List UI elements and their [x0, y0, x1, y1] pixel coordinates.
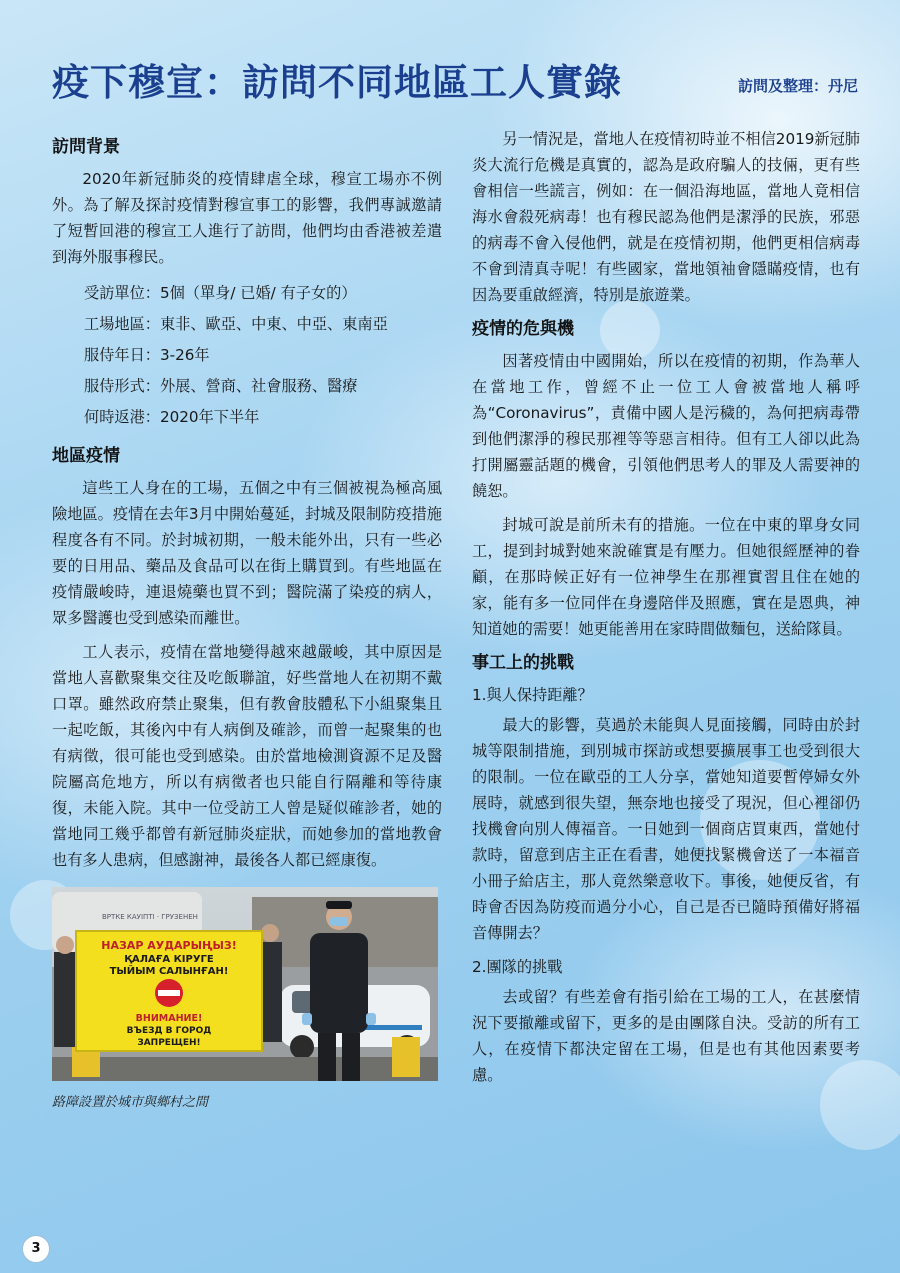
subheading-team: 2.團隊的挑戰 [472, 958, 563, 976]
intro-paragraph: 另一情況是，當地人在疫情初時並不相信2019新冠肺炎大流行危機是真實的，認為是政府騙人的技倆，更有些會相信一些謊言，例如：在一個沿海地區，當地人竟相信海水會殺死病毒！也有穆民認為他們是潔淨的民族，邪惡的病毒不會入侵他們，就是在疫情初期，他們更相信病毒不會到清真寺呢！有些國家，當地領袖會隱瞞疫情，也有因為要重啟經濟，特別是旅遊業。 [472, 130, 860, 304]
right-column [472, 126, 860, 1096]
info-item: 服侍年日：3-26年 [84, 346, 210, 364]
section-heading-crisis: 疫情的危與機 [472, 319, 574, 339]
info-item: 何時返港：2020年下半年 [84, 408, 260, 426]
interview-info-list [52, 278, 442, 433]
crisis-paragraph: 封城可說是前所未有的措施。一位在中東的單身女同工，提到封城對她來說確實是有壓力。但她很經歷神的眷顧，在那時候正好有一位神學生在那裡實習且住在她的家，能有多一位同伴在身邊陪伴及照應，實在是恩典，神知道她的需要！她更能善用在家時間做麵包，送給隊員。 [472, 516, 860, 638]
photo-caption: 路障設置於城市與鄉村之間 [52, 1095, 209, 1110]
sign-line: ТЫЙЫМ САЛЫНҒАН! [109, 966, 229, 977]
page-number: 3 [22, 1235, 50, 1263]
section-heading-challenges: 事工上的挑戰 [472, 653, 574, 673]
section-heading-background: 訪問背景 [52, 137, 120, 157]
sign-line: ВНИМАНИЕ! [135, 1013, 203, 1024]
truck-text: ВРТКЕ КАУІПТІ · ГРУЗЕНЕН [102, 913, 198, 921]
challenge-paragraph: 去或留？有些差會有指引給在工場的工人，在甚麼情況下要撤離或留下，更多的是由團隊自決。受訪的所有工人，在疫情下都決定留在工場，但是也有其他因素要考慮。 [472, 988, 860, 1084]
sign-line: ЗАПРЕЩЕН! [137, 1038, 201, 1048]
background-paragraph: 2020年新冠肺炎的疫情肆虐全球，穆宣工場亦不例外。為了解及探討疫情對穆宣事工的影響，我們專誠邀請了短暫回港的穆宣工人進行了訪問，他們均由香港被差遣到海外服事穆民。 [52, 170, 442, 266]
challenge-paragraph: 最大的影響，莫過於未能與人見面接觸，同時由於封城等限制措施，到別城市探訪或想要擴展事工也受到很大的限制。一位在歐亞的工人分享，當她知道要暫停婦女外展時，就感到很失望，無奈地也接受了現況，但心裡卻仍找機會向別人傳福音。一日她到一個商店買東西，當她付款時，留意到店主正在看書，她便找緊機會送了一本福音小冊子給店主，那人竟然樂意收下。事後，她便反省，有時會否因為防疫而過分小心，自己是否已隨時預備好將福音傳開去？ [472, 716, 860, 942]
section-heading-regional: 地區疫情 [52, 446, 120, 466]
info-item: 工場地區：東非、歐亞、中東、中亞、東南亞 [84, 315, 388, 333]
page-title: 疫下穆宣：訪問不同地區工人實錄 [52, 61, 622, 104]
subheading-distance: 1.與人保持距離？ [472, 686, 593, 704]
regional-paragraph: 這些工人身在的工場，五個之中有三個被視為極高風險地區。疫情在去年3月中開始蔓延，封城及限制防疫措施程度各有不同。於封城初期，一般未能外出，只有一些必要的日用品、藥品及食品可以在街上購買到。有些地區在疫情嚴峻時，連退燒藥也買不到；醫院滿了染疫的病人，眾多醫護也受到感染而離世。 [52, 479, 442, 627]
left-column [52, 126, 442, 1110]
crisis-paragraph: 因著疫情由中國開始，所以在疫情的初期，作為華人在當地工作，曾經不止一位工人會被當地人稱呼為“Coronavirus”，責備中國人是污穢的，為何把病毒帶到他們潔淨的穆民那裡等等惡言相待。但有工人卻以此為打開屬靈話題的機會，引領他們思考人的罪及人需要神的饒恕。 [472, 352, 860, 500]
regional-paragraph: 工人表示，疫情在當地變得越來越嚴峻，其中原因是當地人喜歡聚集交往及吃飯聯誼，好些當地人在初期不戴口罩。雖然政府禁止聚集，但有教會肢體私下小組聚集且一起吃飯，其後內中有人病倒及確診，而曾一起聚集的也有病徵，很可能也受到感染。由於當地檢測資源不足及醫院屬高危地方，所以有病徵者也只能自行隔離和等待康復，未能入院。其中一位受訪工人曾是疑似確診者，她的當地同工幾乎都曾有新冠肺炎症狀，而她參加的當地教會也有多人患病，但感謝神，最後各人都已經康復。 [52, 643, 442, 869]
roadblock-photo [52, 887, 438, 1081]
sign-line: ҚАЛАҒА КІРУГЕ [124, 954, 214, 965]
byline: 訪問及整理：丹尼 [737, 77, 858, 95]
info-item: 受訪單位：5個（單身/ 已婚/ 有子女的） [84, 284, 357, 302]
sign-line: НАЗАР АУДАРЫҢЫЗ! [101, 939, 237, 952]
info-item: 服侍形式：外展、營商、社會服務、醫療 [84, 377, 358, 395]
sign-line: ВЪЕЗД В ГОРОД [126, 1026, 212, 1036]
